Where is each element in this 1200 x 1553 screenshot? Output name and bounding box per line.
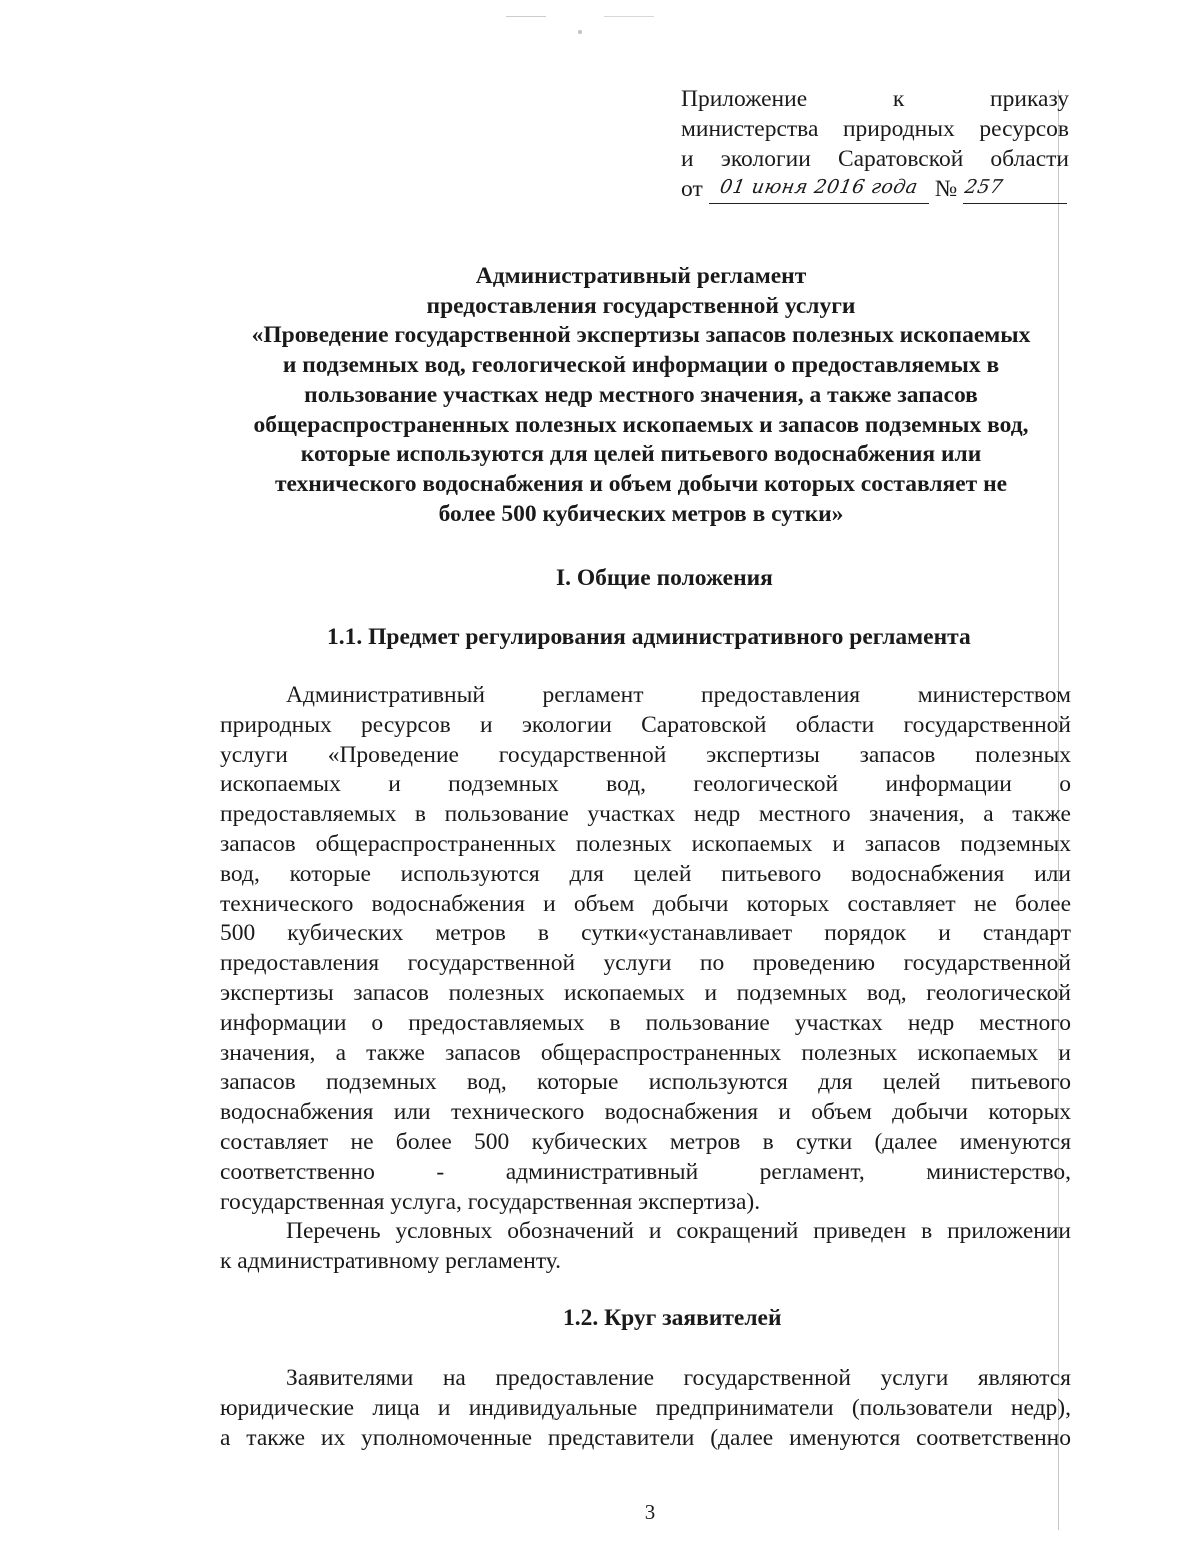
paragraph-1-2-1: [220, 1364, 1071, 1453]
title-line: Административный регламент: [475, 263, 807, 289]
text-line: Заявителями на предоставление государственной услуги являются: [286, 1365, 1071, 1391]
appendix-line-1: Приложение к приказу: [681, 86, 1069, 112]
subsection-heading-1-2: 1.2. Круг заявителей: [563, 1305, 782, 1331]
text-line: Перечень условных обозначений и сокращений приведен в приложении: [286, 1218, 1071, 1244]
text-line: услуги «Проведение государственной экспертизы запасов полезных: [220, 741, 1071, 768]
title-line: пользование участках недр местного значения, а также запасов: [304, 381, 978, 408]
text-line: технического водоснабжения и объем добычи которых составляет не более: [220, 890, 1071, 917]
scan-artifact: [578, 30, 582, 34]
paragraph-1-1-1: [220, 681, 1071, 1217]
appendix-line-2: министерства природных ресурсов: [681, 116, 1069, 142]
text-line: юридические лица и индивидуальные предприниматели (пользователи недр),: [220, 1394, 1071, 1421]
title-line: предоставления государственной услуги: [426, 292, 856, 319]
page-number: 3: [644, 1500, 656, 1524]
paragraph-1-1-2: [220, 1217, 1071, 1277]
text-line: Административный регламент предоставления министерством: [286, 682, 1071, 708]
number-sign: №: [934, 176, 958, 202]
text-line: водоснабжения или технического водоснабжения и объем добычи которых: [220, 1099, 1071, 1126]
text-line: государственная услуга, государственная экспертиза).: [220, 1188, 761, 1215]
text-line: составляет не более 500 кубических метров в сутки (далее именуются: [220, 1128, 1071, 1155]
date-prefix: от: [681, 176, 703, 202]
text-line: предоставляемых в пользование участках недр местного значения, а также: [220, 801, 1071, 828]
appendix-date-line: [681, 174, 1069, 204]
text-line: ископаемых и подземных вод, геологической информации о: [220, 771, 1071, 798]
text-line: запасов общераспространенных полезных ископаемых и запасов подземных: [220, 830, 1071, 857]
handwritten-number: 257: [963, 176, 1005, 198]
text-line: к административному регламенту.: [220, 1247, 562, 1274]
date-field: [709, 177, 929, 204]
title-line: общераспространенных полезных ископаемых и запасов подземных вод,: [253, 411, 1029, 438]
scan-artifact: [604, 16, 654, 17]
section-heading: I. Общие положения: [556, 565, 773, 591]
title-line: которые используются для целей питьевого водоснабжения или: [300, 441, 982, 468]
text-line: 500 кубических метров в сутки«устанавливает порядок и стандарт: [220, 920, 1071, 947]
text-line: предоставления государственной услуги по проведению государственной: [220, 950, 1071, 977]
title-line: «Проведение государственной экспертизы запасов полезных ископаемых: [251, 322, 1031, 349]
text-line: значения, а также запасов общераспространенных полезных ископаемых и: [220, 1039, 1071, 1066]
appendix-line-3: и экологии Саратовской области: [681, 146, 1069, 172]
text-line: запасов подземных вод, которые используются для целей питьевого: [220, 1069, 1071, 1096]
appendix-block: [681, 84, 1069, 204]
number-field: [963, 177, 1067, 204]
subsection-heading-1-1: 1.1. Предмет регулирования административного регламента: [327, 624, 971, 650]
text-line: природных ресурсов и экологии Саратовской области государственной: [220, 711, 1071, 738]
text-line: экспертизы запасов полезных ископаемых и подземных вод, геологической: [220, 979, 1071, 1006]
text-line: информации о предоставляемых в пользование участках недр местного: [220, 1009, 1071, 1036]
title-line: технического водоснабжения и объем добычи которых составляет не: [274, 470, 1008, 497]
title-line: и подземных вод, геологической информации о предоставляемых в: [282, 352, 1000, 379]
text-line: соответственно - административный регламент, министерство,: [220, 1158, 1071, 1185]
scan-artifact: [506, 16, 546, 17]
text-line: вод, которые используются для целей питьевого водоснабжения или: [220, 860, 1071, 887]
text-line: а также их уполномоченные представители (далее именуются соответственно: [220, 1424, 1071, 1451]
handwritten-date: 01 июня 2016 года: [717, 176, 920, 198]
title-line: более 500 кубических метров в сутки»: [438, 500, 844, 527]
document-title: [205, 262, 1077, 529]
